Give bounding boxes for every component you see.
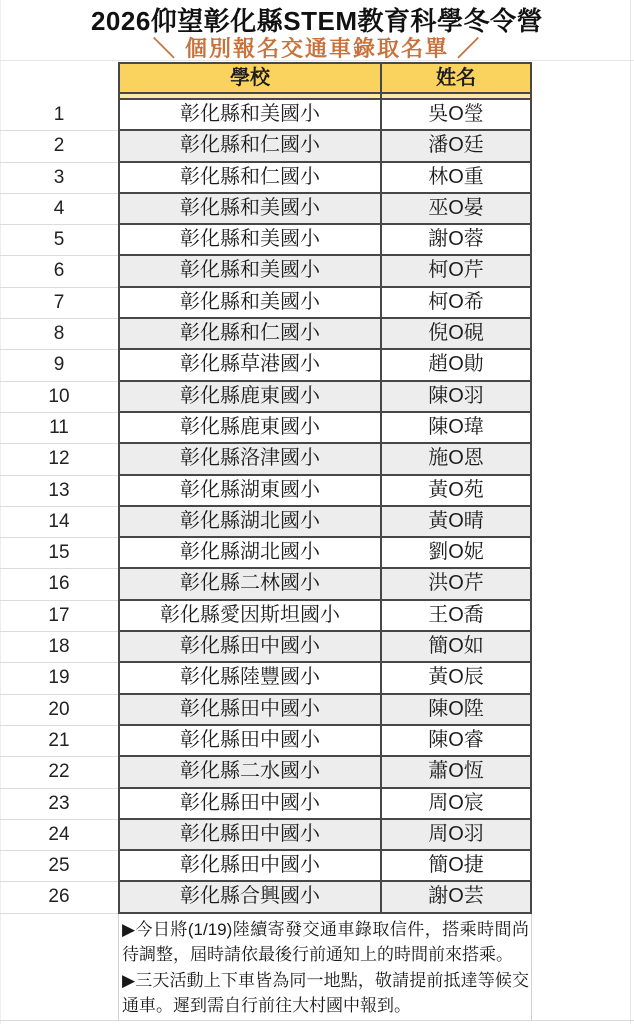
school-cell: 彰化縣鹿東國小: [118, 413, 382, 444]
name-cell: 謝O蓉: [382, 225, 532, 256]
notes-cell: [118, 914, 532, 1020]
school-cell: 彰化縣田中國小: [118, 820, 382, 851]
school-cell: 彰化縣鹿東國小: [118, 382, 382, 413]
page-subtitle: ＼ 個別報名交通車錄取名單 ／: [152, 36, 482, 61]
row-index: 13: [0, 476, 118, 507]
name-cell: 謝O芸: [382, 882, 532, 913]
name-cell: 蕭O恆: [382, 757, 532, 788]
name-cell: 施O恩: [382, 444, 532, 475]
name-cell: 周O羽: [382, 820, 532, 851]
name-cell: 吳O瑩: [382, 100, 532, 131]
table-row: [0, 350, 634, 381]
school-cell: 彰化縣田中國小: [118, 632, 382, 663]
school-cell: 彰化縣愛因斯坦國小: [118, 601, 382, 632]
name-cell: 洪O芹: [382, 569, 532, 600]
table-row: [0, 131, 634, 162]
row-index: 15: [0, 538, 118, 569]
name-cell: 簡O捷: [382, 851, 532, 882]
name-cell: 陳O瑋: [382, 413, 532, 444]
row-index: 4: [0, 194, 118, 225]
row-index: 1: [0, 100, 118, 131]
school-column-header: 學校: [118, 62, 382, 94]
table-row: [0, 507, 634, 538]
row-index: 24: [0, 820, 118, 851]
note-mailing: ▶今日將(1/19)陸續寄發交通車錄取信件，搭乘時間尚待調整，屆時請依最後行前通知上的時間前來搭乘。: [122, 919, 529, 965]
admission-table: [0, 62, 634, 1021]
table-row: [0, 288, 634, 319]
row-index: 11: [0, 413, 118, 444]
table-row: [0, 194, 634, 225]
row-index: 7: [0, 288, 118, 319]
table-row: [0, 382, 634, 413]
row-index: 2: [0, 131, 118, 162]
page-title: 2026仰望彰化縣STEM教育科學冬令營: [90, 6, 544, 36]
name-cell: 黃O晴: [382, 507, 532, 538]
table-row: [0, 663, 634, 694]
table-row: [0, 882, 634, 913]
school-cell: 彰化縣和美國小: [118, 194, 382, 225]
row-index: 17: [0, 601, 118, 632]
name-cell: 巫O晏: [382, 194, 532, 225]
name-cell: 趙O勛: [382, 350, 532, 381]
table-row: [0, 695, 634, 726]
school-cell: 彰化縣和美國小: [118, 100, 382, 131]
row-index: 10: [0, 382, 118, 413]
row-index: 9: [0, 350, 118, 381]
row-index: 22: [0, 757, 118, 788]
school-cell: 彰化縣湖北國小: [118, 507, 382, 538]
name-cell: 黃O苑: [382, 476, 532, 507]
name-cell: 陳O陞: [382, 695, 532, 726]
name-cell: 陳O羽: [382, 382, 532, 413]
school-cell: 彰化縣和美國小: [118, 256, 382, 287]
table-row: [0, 225, 634, 256]
table-row: [0, 444, 634, 475]
school-cell: 彰化縣陸豐國小: [118, 663, 382, 694]
row-index: 5: [0, 225, 118, 256]
table-row: [0, 569, 634, 600]
school-cell: 彰化縣田中國小: [118, 726, 382, 757]
row-index: 21: [0, 726, 118, 757]
row-index: 25: [0, 851, 118, 882]
row-index: 14: [0, 507, 118, 538]
table-row: [0, 319, 634, 350]
school-cell: 彰化縣二林國小: [118, 569, 382, 600]
name-cell: 倪O硯: [382, 319, 532, 350]
school-cell: 彰化縣田中國小: [118, 695, 382, 726]
row-index: 16: [0, 569, 118, 600]
name-cell: 林O重: [382, 163, 532, 194]
name-cell: 簡O如: [382, 632, 532, 663]
row-index: 20: [0, 695, 118, 726]
row-index: 8: [0, 319, 118, 350]
table-row: [0, 413, 634, 444]
table-row: [0, 476, 634, 507]
row-index: 6: [0, 256, 118, 287]
name-cell: 柯O芹: [382, 256, 532, 287]
table-row: [0, 820, 634, 851]
row-index: 26: [0, 882, 118, 913]
school-cell: 彰化縣合興國小: [118, 882, 382, 913]
table-row: [0, 851, 634, 882]
table-row: [0, 789, 634, 820]
table-header-row: [0, 62, 634, 94]
school-cell: 彰化縣和美國小: [118, 225, 382, 256]
name-cell: 王O喬: [382, 601, 532, 632]
school-cell: 彰化縣和仁國小: [118, 319, 382, 350]
school-cell: 彰化縣湖東國小: [118, 476, 382, 507]
school-cell: 彰化縣洛津國小: [118, 444, 382, 475]
school-cell: 彰化縣草港國小: [118, 350, 382, 381]
school-cell: 彰化縣和美國小: [118, 288, 382, 319]
school-cell: 彰化縣田中國小: [118, 789, 382, 820]
row-index: 18: [0, 632, 118, 663]
school-cell: 彰化縣田中國小: [118, 851, 382, 882]
table-row: [0, 632, 634, 663]
table-row: [0, 538, 634, 569]
note-pickup: ▶三天活動上下車皆為同一地點，敬請提前抵達等候交通車。遲到需自行前往大村國中報到。: [122, 970, 529, 1016]
table-row: [0, 163, 634, 194]
school-cell: 彰化縣湖北國小: [118, 538, 382, 569]
table-row: [0, 100, 634, 131]
table-row: [0, 726, 634, 757]
name-cell: 黃O辰: [382, 663, 532, 694]
school-cell: 彰化縣和仁國小: [118, 163, 382, 194]
row-index: 3: [0, 163, 118, 194]
name-column-header: 姓名: [382, 62, 532, 94]
row-index: 12: [0, 444, 118, 475]
row-index: 23: [0, 789, 118, 820]
name-cell: 劉O妮: [382, 538, 532, 569]
table-body: [0, 100, 634, 914]
table-row: [0, 601, 634, 632]
school-cell: 彰化縣和仁國小: [118, 131, 382, 162]
table-row: [0, 256, 634, 287]
name-cell: 潘O廷: [382, 131, 532, 162]
row-index: 19: [0, 663, 118, 694]
titlebar: [0, 0, 634, 61]
school-cell: 彰化縣二水國小: [118, 757, 382, 788]
name-cell: 周O宸: [382, 789, 532, 820]
name-cell: 陳O睿: [382, 726, 532, 757]
notes-row: [0, 914, 634, 1021]
index-header-cell: [0, 62, 118, 94]
name-cell: 柯O希: [382, 288, 532, 319]
table-row: [0, 757, 634, 788]
